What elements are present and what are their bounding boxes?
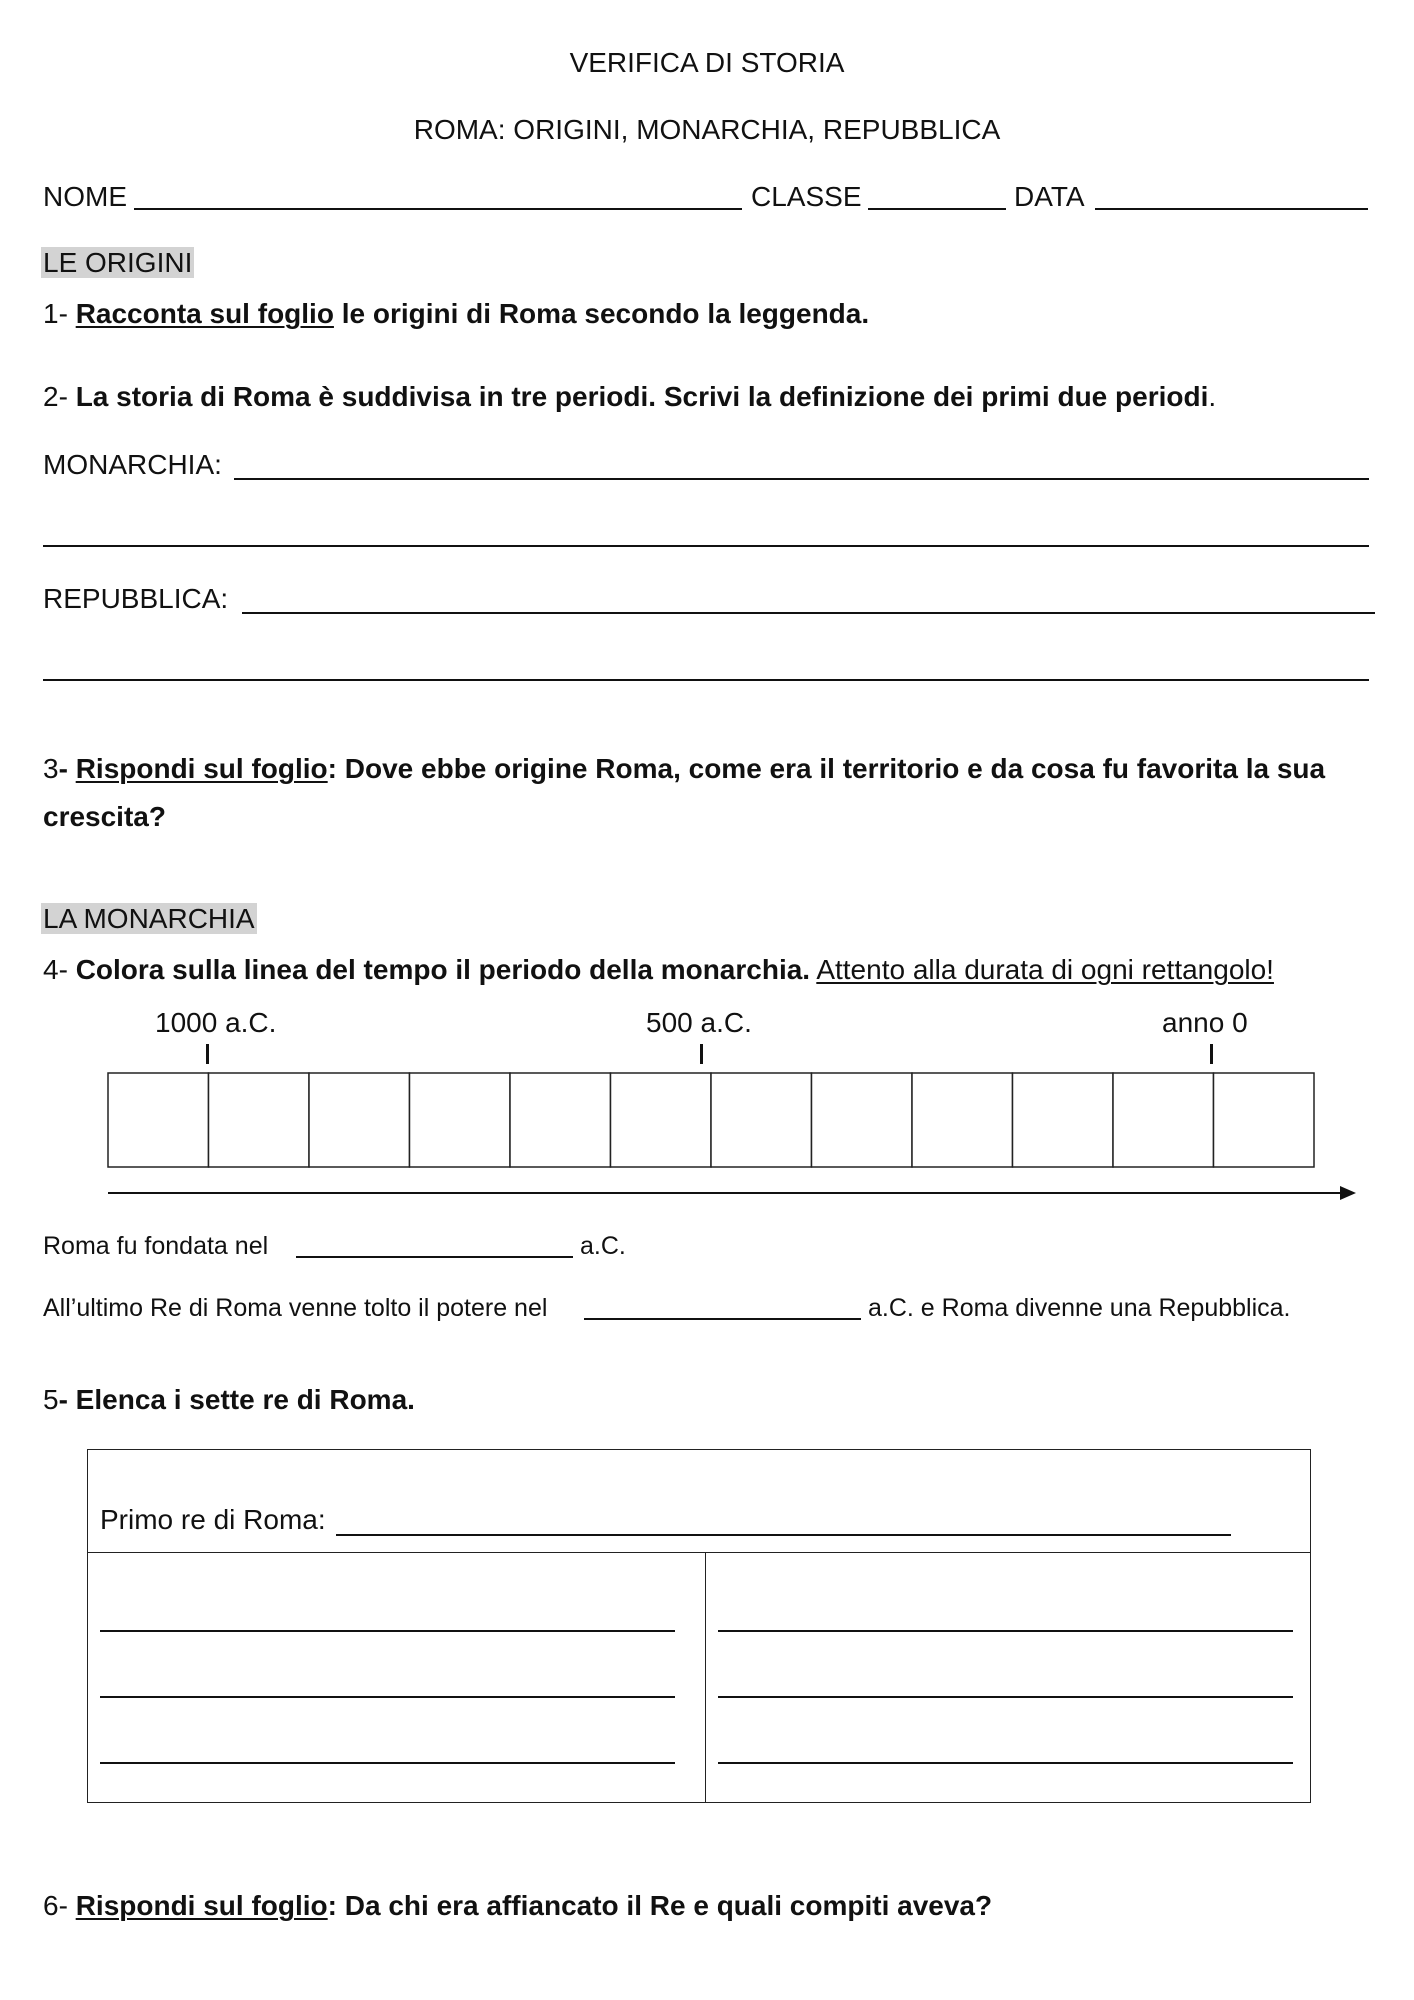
timeline-box[interactable] [812, 1073, 913, 1167]
timeline-box[interactable] [611, 1073, 712, 1167]
timeline-box[interactable] [711, 1073, 812, 1167]
king-field-6[interactable] [718, 1696, 1293, 1698]
king-field-5[interactable] [718, 1630, 1293, 1632]
last-king-label: All’ultimo Re di Roma venne tolto il potere nel [43, 1294, 548, 1322]
timeline-box[interactable] [510, 1073, 611, 1167]
first-king-label: Primo re di Roma: [100, 1504, 326, 1535]
king-field-4[interactable] [100, 1762, 675, 1764]
last-king-suffix: a.C. e Roma divenne una Repubblica. [868, 1294, 1291, 1322]
name-label: NOME [43, 181, 127, 212]
section-heading-monarchia: LA MONARCHIA [43, 903, 255, 934]
founded-year-field[interactable] [296, 1256, 573, 1258]
worksheet-title: VERIFICA DI STORIA [569, 47, 845, 78]
timeline-box[interactable] [912, 1073, 1013, 1167]
question-4: 4- Colora sulla linea del tempo il periodo della monarchia. Attento alla durata di ogni rettangolo! [43, 954, 1274, 985]
timeline-box[interactable] [410, 1073, 511, 1167]
repubblica-label: REPUBBLICA: [43, 583, 229, 614]
last-king-year-field[interactable] [584, 1318, 861, 1320]
founded-suffix: a.C. [580, 1232, 626, 1260]
section-heading-origini: LE ORIGINI [43, 247, 193, 278]
timeline-box[interactable] [1013, 1073, 1114, 1167]
question-6: 6- Rispondi sul foglio: Da chi era affiancato il Re e quali compiti aveva? [43, 1890, 993, 1921]
timeline-box[interactable] [108, 1073, 209, 1167]
timeline-box[interactable] [1214, 1073, 1315, 1167]
class-label: CLASSE [751, 181, 862, 212]
first-king-field[interactable] [336, 1534, 1231, 1536]
timeline-arrowhead [1340, 1186, 1356, 1200]
question-5: 5- Elenca i sette re di Roma. [43, 1384, 415, 1415]
founded-label: Roma fu fondata nel [43, 1232, 269, 1260]
worksheet-subtitle: ROMA: ORIGINI, MONARCHIA, REPUBBLICA [413, 114, 1001, 145]
monarchia-label: MONARCHIA: [43, 449, 222, 480]
timeline-boxes [108, 1073, 1314, 1167]
timeline-label-500: 500 a.C. [646, 1007, 752, 1038]
timeline-label-1000: 1000 a.C. [155, 1007, 277, 1038]
kings-table-column-divider [705, 1552, 706, 1802]
king-field-7[interactable] [718, 1762, 1293, 1764]
question-2: 2- La storia di Roma è suddivisa in tre periodi. Scrivi la definizione dei primi due periodi. [43, 381, 1217, 412]
timeline-box[interactable] [209, 1073, 310, 1167]
question-3-continued: crescita? [43, 801, 166, 832]
kings-table [87, 1449, 1311, 1803]
king-field-2[interactable] [100, 1630, 675, 1632]
date-label: DATA [1014, 181, 1085, 212]
kings-table-divider [88, 1552, 1310, 1553]
timeline-label-anno-0: anno 0 [1162, 1007, 1248, 1038]
question-1: 1- Racconta sul foglio le origini di Roma secondo la leggenda. [43, 298, 870, 329]
question-3: 3- Rispondi sul foglio: Dove ebbe origine Roma, come era il territorio e da cosa fu favorita la sua [43, 753, 1326, 784]
timeline-box[interactable] [1113, 1073, 1214, 1167]
king-field-3[interactable] [100, 1696, 675, 1698]
timeline-box[interactable] [309, 1073, 410, 1167]
